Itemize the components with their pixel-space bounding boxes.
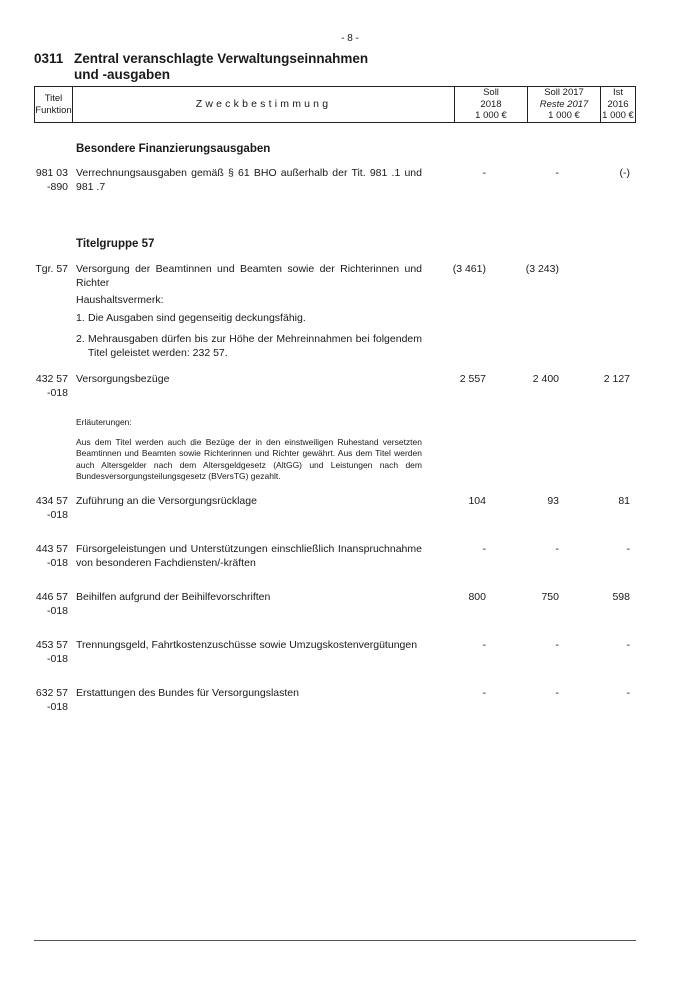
header-soll-2017-label: Soll 2017 xyxy=(544,87,584,99)
page-heading xyxy=(34,51,368,83)
header-ist: Ist xyxy=(612,87,624,99)
value-ist-2016: 598 xyxy=(612,591,630,603)
value-soll-2017: 2 400 xyxy=(532,373,559,385)
header-titel: Titel xyxy=(44,93,63,104)
header-soll-2018 xyxy=(455,87,528,122)
value-soll-2017: - xyxy=(555,167,559,179)
haushaltsvermerk-title: Haushaltsvermerk: xyxy=(76,294,164,306)
section-heading: Besondere Finanzierungsausgaben xyxy=(76,143,271,155)
header-titel-funktion xyxy=(35,87,73,122)
value-soll-2017: (3 243) xyxy=(525,263,559,275)
page-number: - 8 - xyxy=(341,33,359,44)
value-soll-2018: - xyxy=(482,639,486,651)
titel-number: 443 57 -018 xyxy=(35,543,68,569)
header-zweckbestimmung: Zweckbestimmung xyxy=(73,87,455,122)
value-ist-2016: 2 127 xyxy=(603,373,630,385)
value-soll-2018: - xyxy=(482,167,486,179)
zweckbestimmung-text: Fürsorgeleistungen und Unterstützungen einschließlich Inanspruchnahme von besonderen Fachdiensten/-kräften xyxy=(76,543,422,569)
section-heading: Titelgruppe 57 xyxy=(76,238,155,250)
titel-number: 632 57 -018 xyxy=(35,687,68,713)
header-soll: Soll xyxy=(483,87,499,99)
titel-number: Tgr. 57 xyxy=(35,263,68,275)
erlaeuterungen-text: Aus dem Titel werden auch die Bezüge der in den einstweiligen Ruhestand versetzten Beamtinnen und Beamten sowie Richterinnen und Richter gewährt. Aus dem Titel werden auch Altersgelder nach dem Altersgeldgesetz (AltGG) und Leistungen nach dem Bundesversorgungsteilungsgesetz (BVersTG) gezahlt. xyxy=(76,436,422,481)
value-soll-2017: - xyxy=(555,687,559,699)
value-ist-2016: - xyxy=(626,543,630,555)
value-soll-2017: - xyxy=(555,543,559,555)
vermerk-item: 1. Die Ausgaben sind gegenseitig deckungsfähig. xyxy=(76,311,306,324)
chapter-title-line2: und -ausgaben xyxy=(74,67,171,82)
value-soll-2018: 104 xyxy=(468,495,486,507)
zweckbestimmung-text: Versorgung der Beamtinnen und Beamten sowie der Richterinnen und Richter xyxy=(76,263,422,289)
erlaeuterungen-title: Erläuterungen: xyxy=(76,417,132,427)
chapter-title-line1: Zentral veranschlagte Verwaltungseinnahmen xyxy=(74,51,369,66)
zweckbestimmung-text: Erstattungen des Bundes für Versorgungslasten xyxy=(76,687,299,699)
header-ist-2016 xyxy=(601,87,635,122)
header-soll-2017 xyxy=(528,87,601,122)
value-soll-2017: - xyxy=(555,639,559,651)
header-funktion: Funktion xyxy=(35,104,72,116)
value-ist-2016: 81 xyxy=(618,495,630,507)
value-soll-2017: 750 xyxy=(541,591,559,603)
zweckbestimmung-text: Zuführung an die Versorgungsrücklage xyxy=(76,495,257,507)
haushaltsvermerk xyxy=(76,294,422,360)
chapter-code: 0311 xyxy=(34,51,64,66)
titel-number: 432 57 -018 xyxy=(35,373,68,399)
header-reste-2017: Reste 2017 xyxy=(539,98,589,110)
value-ist-2016: - xyxy=(626,639,630,651)
erlaeuterungen xyxy=(76,417,422,483)
value-soll-2018: (3 461) xyxy=(452,263,486,275)
header-year-2018: 2018 xyxy=(480,98,502,110)
zweckbestimmung-text: Versorgungsbezüge xyxy=(76,373,170,385)
zweckbestimmung-text: Beihilfen aufgrund der Beihilfevorschriften xyxy=(76,591,271,603)
table-header xyxy=(34,86,636,123)
header-year-2016: 2016 xyxy=(607,98,629,110)
value-soll-2018: 800 xyxy=(468,591,486,603)
zweckbestimmung-text: Trennungsgeld, Fahrtkostenzuschüsse sowie Umzugskostenvergütungen xyxy=(76,639,418,651)
value-soll-2018: 2 557 xyxy=(459,373,486,385)
header-unit: 1 000 € xyxy=(475,110,507,122)
value-soll-2018: - xyxy=(482,543,486,555)
value-ist-2016: (-) xyxy=(619,167,630,179)
titel-number: 981 03 -890 xyxy=(35,167,68,193)
zweckbestimmung-text: Verrechnungsausgaben gemäß § 61 BHO außerhalb der Tit. 981 .1 und 981 .7 xyxy=(76,167,422,193)
titel-number: 453 57 -018 xyxy=(35,639,68,665)
titel-number: 434 57 -018 xyxy=(35,495,68,521)
header-unit: 1 000 € xyxy=(602,110,634,122)
vermerk-item: 2. Mehrausgaben dürfen bis zur Höhe der Mehreinnahmen bei folgendem Titel geleistet werden: 232 57. xyxy=(76,333,422,359)
value-ist-2016: - xyxy=(626,687,630,699)
value-soll-2017: 93 xyxy=(547,495,559,507)
header-unit: 1 000 € xyxy=(548,110,580,122)
value-soll-2018: - xyxy=(482,687,486,699)
footer-divider xyxy=(34,940,636,941)
titel-number: 446 57 -018 xyxy=(35,591,68,617)
